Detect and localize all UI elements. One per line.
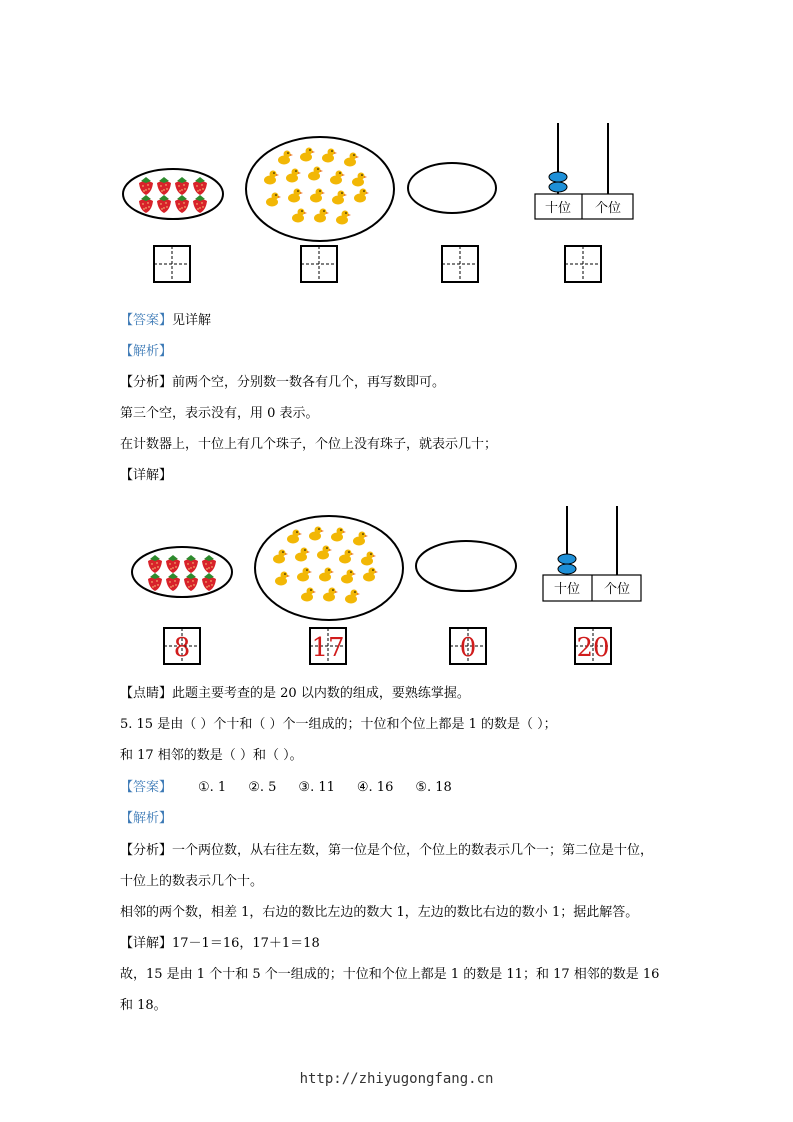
duck-icon — [264, 171, 279, 185]
abacus-bead-icon — [549, 172, 567, 182]
answer-box-value: 8 — [173, 633, 191, 663]
abacus — [535, 123, 633, 219]
point-label: 【点睛】 — [120, 686, 173, 701]
answer-box — [301, 246, 337, 282]
strawberry-group — [132, 547, 232, 597]
empty-oval — [416, 541, 516, 591]
duck-icon — [309, 527, 324, 541]
answer-line — [120, 312, 211, 330]
duck-icon — [336, 211, 351, 225]
answer-box — [154, 246, 190, 282]
answer-box — [310, 628, 346, 664]
analysis-5-label: 【分析】 — [120, 843, 173, 858]
strawberry-icon — [184, 573, 198, 591]
empty-oval — [408, 163, 496, 213]
duck-icon — [323, 588, 338, 602]
question-5-line-2: 和 17 相邻的数是（ ）和（ ）。 — [120, 748, 303, 763]
duck-group — [246, 137, 394, 241]
answer-5-item-4: ④. 16 — [356, 780, 394, 795]
duck-icon — [341, 570, 356, 584]
answer-box — [575, 628, 611, 664]
duck-icon — [288, 189, 303, 203]
strawberry-icon — [139, 195, 153, 213]
analysis-line-3: 在计数器上，十位上有几个珠子，个位上没有珠子，就表示几十； — [120, 437, 498, 452]
answer-box-value: 0 — [459, 633, 477, 663]
strawberries — [139, 177, 207, 213]
strawberry-oval — [123, 169, 223, 219]
strawberry-icon — [193, 177, 207, 195]
answer-box-value: 20 — [576, 633, 610, 663]
strawberry-oval — [132, 547, 232, 597]
duck-icon — [363, 568, 378, 582]
answer-box-value: 17 — [311, 633, 345, 663]
strawberry-icon — [148, 555, 162, 573]
footer-url: http://zhiyugongfang.cn — [299, 1071, 494, 1087]
detail-5-label: 【详解】 — [120, 936, 173, 951]
duck-icon — [345, 590, 360, 604]
analysis-5-line-3: 相邻的两个数，相差 1，右边的数比左边的数大 1，左边的数比右边的数小 1；据此解答。 — [120, 905, 639, 920]
answer-box — [442, 246, 478, 282]
abacus-bead-icon — [558, 554, 576, 564]
duck-icon — [344, 153, 359, 167]
detail-5-line-3: 和 18。 — [120, 998, 167, 1013]
duck-icon — [297, 568, 312, 582]
analysis-label: 【分析】 — [120, 375, 173, 390]
figure-top-drawing — [110, 118, 670, 298]
answer-box — [164, 628, 200, 664]
strawberry-group — [123, 169, 223, 219]
figure-bottom-drawing — [110, 500, 670, 680]
duck-icon — [266, 193, 281, 207]
strawberry-icon — [166, 573, 180, 591]
analysis-5-text-1: 一个两位数，从右往左数，第一位是个位，个位上的数表示几个一；第二位是十位， — [172, 843, 654, 858]
duck-icon — [322, 149, 337, 163]
strawberry-icon — [193, 195, 207, 213]
strawberry-icon — [157, 177, 171, 195]
analysis-5-header: 【解析】 — [120, 811, 173, 826]
strawberry-icon — [175, 195, 189, 213]
duck-icon — [301, 588, 316, 602]
duck-icon — [310, 189, 325, 203]
strawberry-icon — [202, 573, 216, 591]
abacus — [543, 506, 641, 601]
duck-icon — [361, 552, 376, 566]
abacus-bead-icon — [549, 182, 567, 192]
duck-icon — [275, 572, 290, 586]
analysis-5-line-2: 十位上的数表示几个十。 — [120, 874, 264, 889]
analysis-header: 【解析】 — [120, 344, 173, 359]
strawberry-icon — [184, 555, 198, 573]
answer-5-item-1: ①. 1 — [198, 780, 227, 795]
detail-5-line-1 — [120, 935, 320, 953]
answer-boxes — [154, 246, 601, 282]
duck-icon — [339, 550, 354, 564]
answer-5-item-3: ③. 11 — [298, 780, 335, 795]
duck-group — [255, 516, 403, 620]
duck-icon — [352, 173, 367, 187]
duck-icon — [314, 209, 329, 223]
duck-icon — [331, 528, 346, 542]
figure-top — [110, 118, 670, 298]
duck-icon — [287, 530, 302, 544]
detail-5-line-2: 故，15 是由 1 个十和 5 个一组成的；十位和个位上都是 1 的数是 11；和 17 相邻的数是 16 — [120, 967, 660, 982]
duck-icon — [319, 568, 334, 582]
answer-5-item-2: ②. 5 — [248, 780, 277, 795]
detail-5-text-1: 17－1＝16，17＋1＝18 — [172, 936, 320, 951]
question-5-line-1: 5. 15 是由（ ）个十和（ ）个一组成的；十位和个位上都是 1 的数是（ ）； — [120, 717, 557, 732]
answer-box — [450, 628, 486, 664]
strawberry-icon — [157, 195, 171, 213]
analysis-line-1 — [120, 374, 445, 392]
point-line — [120, 685, 470, 703]
analysis-line-2: 第三个空，表示没有，用 0 表示。 — [120, 406, 319, 421]
ducks — [273, 527, 378, 604]
duck-icon — [295, 548, 310, 562]
answer-label: 【答案】 — [120, 313, 173, 328]
answer-5-label: 【答案】 — [120, 780, 173, 795]
duck-icon — [300, 148, 315, 162]
analysis-5-line-1 — [120, 842, 653, 860]
abacus-tens-label: 十位 — [544, 201, 572, 216]
strawberries — [148, 555, 216, 591]
duck-icon — [330, 171, 345, 185]
strawberry-icon — [202, 555, 216, 573]
duck-icon — [273, 550, 288, 564]
answer-5-line — [120, 779, 452, 797]
figure-bottom — [110, 500, 670, 680]
strawberry-icon — [139, 177, 153, 195]
strawberry-icon — [166, 555, 180, 573]
duck-icon — [354, 189, 369, 203]
ducks — [264, 148, 369, 225]
detail-header: 【详解】 — [120, 468, 173, 483]
point-text: 此题主要考查的是 20 以内数的组成，要熟练掌握。 — [172, 686, 470, 701]
duck-icon — [292, 209, 307, 223]
duck-icon — [332, 191, 347, 205]
duck-icon — [317, 546, 332, 560]
duck-icon — [286, 169, 301, 183]
strawberry-icon — [175, 177, 189, 195]
answer-box — [565, 246, 601, 282]
duck-icon — [308, 167, 323, 181]
abacus-tens-label: 十位 — [553, 582, 581, 597]
duck-icon — [353, 532, 368, 546]
abacus-bead-icon — [558, 564, 576, 574]
analysis-text-1: 前两个空，分别数一数各有几个，再写数即可。 — [172, 375, 446, 390]
duck-icon — [278, 151, 293, 165]
answer-5-item-5: ⑤. 18 — [415, 780, 452, 795]
abacus-ones-label: 个位 — [603, 582, 631, 597]
answer-boxes — [164, 628, 611, 664]
answer-text: 见详解 — [172, 313, 212, 328]
abacus-ones-label: 个位 — [594, 201, 622, 216]
strawberry-icon — [148, 573, 162, 591]
